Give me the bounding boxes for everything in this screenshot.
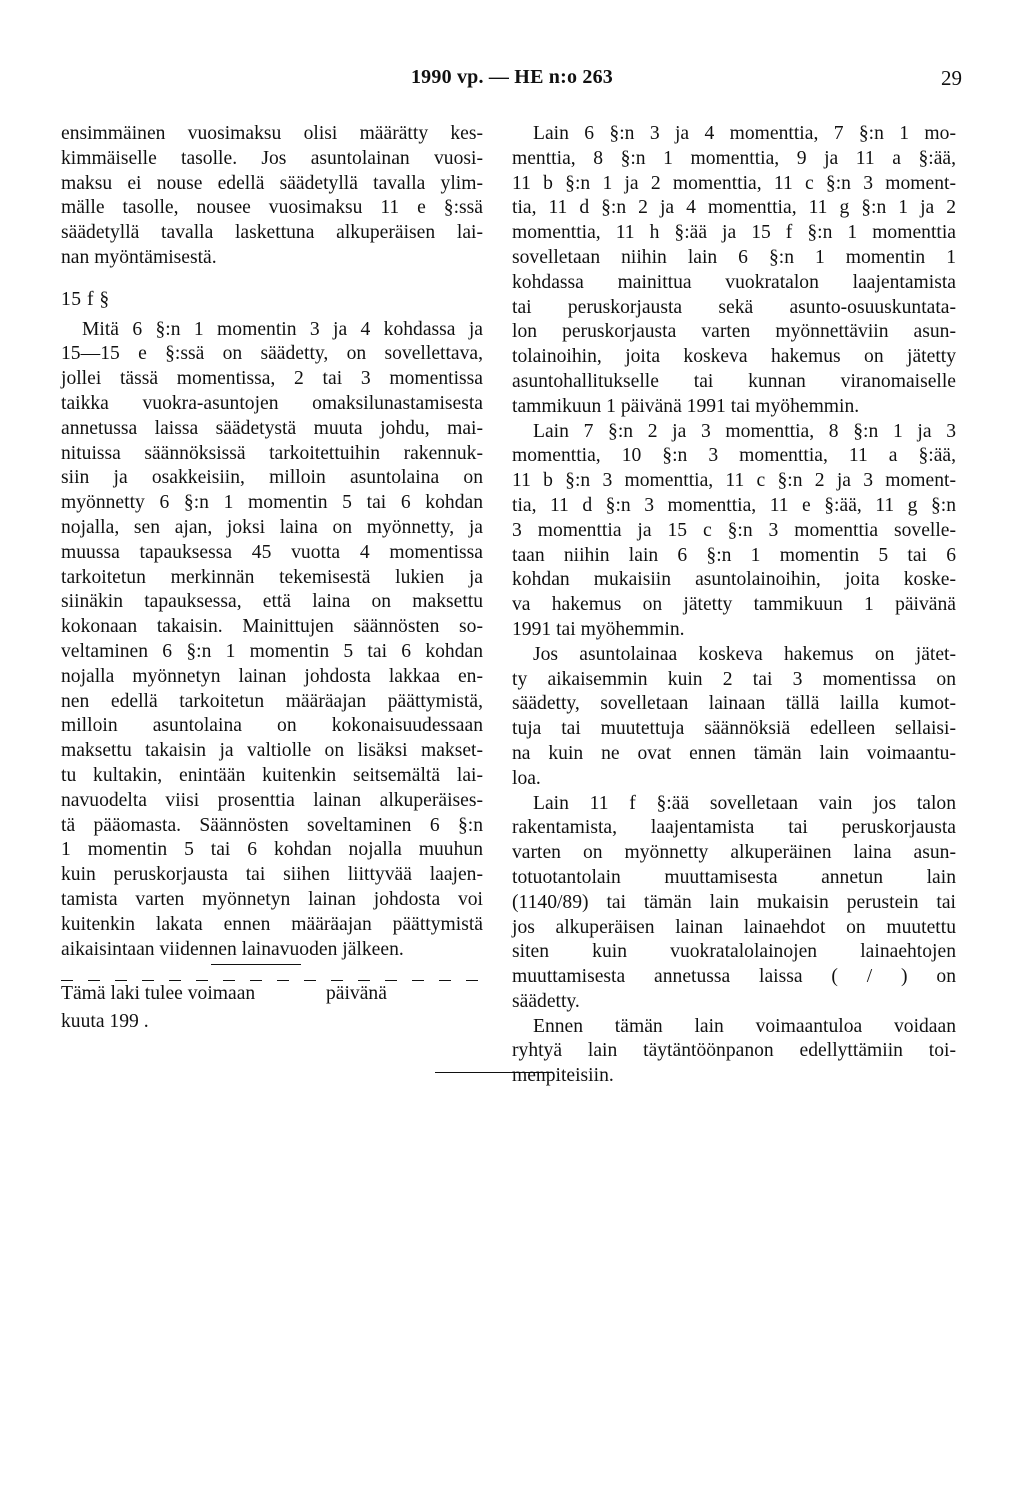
text-line: muuttamisesta annetussa laissa ( / ) on: [512, 966, 956, 988]
text-line: annetussa laissa säädetystä muuta johdu, mai-: [61, 417, 483, 439]
entry-text: Tämä laki tulee voimaan: [61, 983, 256, 1004]
text-line: myönnetty 6 §:n 1 momentin 5 tai 6 kohdan: [61, 492, 483, 514]
text-line: 1 momentin 5 tai 6 kohdan nojalla muuhun: [61, 839, 483, 861]
text-line: 1991 tai myöhemmin.: [512, 618, 685, 640]
text-line: momenttia, 11 h §:ää ja 15 f §:n 1 momenttia: [512, 222, 956, 244]
section-heading: 15 f §: [61, 288, 110, 310]
left-column: [61, 122, 483, 992]
text-line: tai peruskorjausta sekä asunto-osuuskuntata-: [512, 296, 956, 318]
text-line: maksettu takaisin ja valtiolle on lisäksi makset-: [61, 740, 483, 762]
text-line: säädetty.: [512, 990, 580, 1012]
text-line: taikka vuokra-asuntojen omaksilunastamisesta: [61, 392, 483, 414]
text-line: ensimmäinen vuosimaksu olisi määrätty kes-: [61, 123, 483, 144]
text-line: Lain 7 §:n 2 ja 3 momenttia, 8 §:n 1 ja 3: [533, 420, 956, 442]
page-number: 29: [941, 66, 962, 90]
text-line: varten on myönnetty alkuperäinen laina asun-: [512, 842, 956, 864]
text-line: kuin peruskorjausta tai siihen liittyvää laajen-: [61, 864, 483, 886]
text-line: kohdassa mainittua vuokratalon laajentamista: [512, 271, 956, 293]
text-line: va hakemus on jätetty tammikuun 1 päivänä: [512, 594, 956, 616]
text-line: Lain 11 f §:ää sovelletaan vain jos talon: [533, 792, 956, 814]
text-line: tu kultakin, enintään kuitenkin seitsemältä lai-: [61, 764, 483, 786]
text-line: milloin asuntolaina on kokonaisuudessaan: [61, 715, 483, 737]
text-line: siten kuin vuokratalolainojen lainaehtojen: [512, 941, 956, 963]
text-line: tuja tai muutettuja säännöksiä edelleen sellaisi-: [512, 718, 956, 740]
text-line: ty aikaisemmin kuin 2 tai 3 momentissa on: [512, 668, 956, 690]
section-paragraph: [61, 318, 483, 963]
text-line: maksu ei nouse edellä säädetyllä tavalla ylim-: [61, 172, 483, 194]
short-rule: [211, 964, 301, 965]
text-line: mälle tasolle, nousee vuosimaksu 11 e §:ssä: [61, 197, 483, 219]
text-line: jollei tässä momentissa, 2 tai 3 momentissa: [61, 368, 483, 390]
text-line: ryhtyä lain täytäntöönpanon edellyttämiin toi-: [512, 1040, 956, 1062]
text-line: kuitenkin lakata ennen määräajan päättymistä: [61, 913, 483, 935]
paragraph: [512, 1015, 956, 1089]
text-line: taan niihin lain 6 §:n 1 momentin 5 tai 6: [512, 544, 956, 566]
entry-text: päivänä: [326, 983, 387, 1004]
text-line: säädetty, sovelletaan lainaan tällä lailla kumot-: [512, 693, 956, 715]
text-line: menttia, 8 §:n 1 momenttia, 9 ja 11 a §:ää,: [512, 147, 956, 169]
paragraph: [512, 122, 956, 420]
text-line: menpiteisiin.: [512, 1065, 614, 1087]
text-line: sovelletaan niihin lain 6 §:n 1 momentin 1: [512, 246, 956, 268]
text-line: navuodelta viisi prosenttia lainan alkuperäises-: [61, 789, 483, 811]
text-line: nen edellä tarkoitetun määräajan päättymistä,: [61, 690, 483, 712]
text-line: kimmäiselle tasolle. Jos asuntolainan vuosi-: [61, 147, 483, 169]
text-line: lon peruskorjausta varten myönnettäviin asun-: [512, 321, 956, 343]
intro-paragraph: [61, 122, 483, 271]
text-line: loa.: [512, 767, 541, 789]
text-line: nojalla myönnetyn lainan johdosta lakkaa en-: [61, 665, 483, 687]
text-line: nan myöntämisestä.: [61, 246, 217, 268]
paragraph: [512, 643, 956, 792]
text-line: tolainoihin, joita koskeva hakemus on jätetty: [512, 346, 956, 368]
text-line: na kuin ne ovat ennen tämän lain voimaantu-: [512, 742, 956, 764]
text-line: Ennen tämän lain voimaantuloa voidaan: [533, 1015, 956, 1037]
text-line: tä pääomasta. Säännösten soveltaminen 6 §:n: [61, 814, 483, 836]
text-line: säädetyllä tavalla laskettuna alkuperäisen lai-: [61, 222, 483, 244]
text-line: asuntohallitukselle tai kunnan viranomaiselle: [512, 370, 956, 392]
text-line: tia, 11 d §:n 3 momenttia, 11 e §:ää, 11 g §:n: [512, 494, 956, 516]
text-line: (1140/89) tai tämän lain mukaisin perustein tai: [512, 891, 956, 913]
text-line: 11 b §:n 3 momenttia, 11 c §:n 2 ja 3 moment-: [512, 470, 956, 492]
text-line: tamista varten myönnetyn lainan johdosta voi: [61, 888, 483, 910]
text-line: jos alkuperäisen lainan lainaehdot on muutettu: [512, 916, 956, 938]
text-line: rakentamista, laajentamista tai peruskorjausta: [512, 817, 956, 839]
text-line: veltaminen 6 §:n 1 momentin 5 tai 6 kohdan: [61, 640, 483, 662]
text-line: siinäkin tapauksessa, että laina on maksettu: [61, 591, 483, 613]
paragraph: [512, 792, 956, 1015]
text-line: aikaisintaan viidennen lainavuoden jälkeen.: [61, 938, 404, 960]
text-line: Lain 6 §:n 3 ja 4 momenttia, 7 §:n 1 mo-: [533, 123, 956, 144]
text-line: 3 momenttia ja 15 c §:n 3 momenttia sovelle-: [512, 519, 956, 541]
text-line: tarkoitetun merkinnän tekemisestä lukien ja: [61, 566, 483, 588]
text-line: tammikuun 1 päivänä 1991 tai myöhemmin.: [512, 395, 860, 417]
text-line: kokonaan takaisin. Mainittujen säännösten so-: [61, 616, 483, 638]
text-line: nituissa säännöksissä tarkoitettuihin rakennuk-: [61, 442, 483, 464]
text-line: Mitä 6 §:n 1 momentin 3 ja 4 kohdassa ja: [82, 318, 483, 340]
text-line: siin ja osakkeisiin, milloin asuntolaina on: [61, 467, 483, 489]
text-line: nojalla, sen ajan, joksi laina on myönnetty, ja: [61, 516, 483, 538]
text-line: totuotantolain muuttamisesta annetun lain: [512, 866, 956, 888]
text-line: kohdan mukaisiin asuntolainoihin, joita koske-: [512, 569, 956, 591]
text-line: tia, 11 d §:n 2 ja 4 momenttia, 11 g §:n 1 ja 2: [512, 197, 956, 219]
text-line: Jos asuntolainaa koskeva hakemus on jätet-: [533, 643, 956, 665]
text-line: 11 b §:n 1 ja 2 momenttia, 11 c §:n 3 moment-: [512, 172, 956, 194]
text-line: 15—15 e §:ssä on säädetty, on sovellettava,: [61, 343, 483, 365]
header-title: 1990 vp. — HE n:o 263: [410, 66, 613, 88]
entry-text: kuuta 199 .: [61, 1011, 149, 1032]
text-line: muussa tapauksessa 45 vuotta 4 momentissa: [61, 541, 483, 563]
right-column: [512, 122, 956, 1089]
paragraph: [512, 420, 956, 643]
text-line: momenttia, 10 §:n 3 momenttia, 11 a §:ää,: [512, 445, 956, 467]
closing-rule: [435, 1072, 553, 1073]
